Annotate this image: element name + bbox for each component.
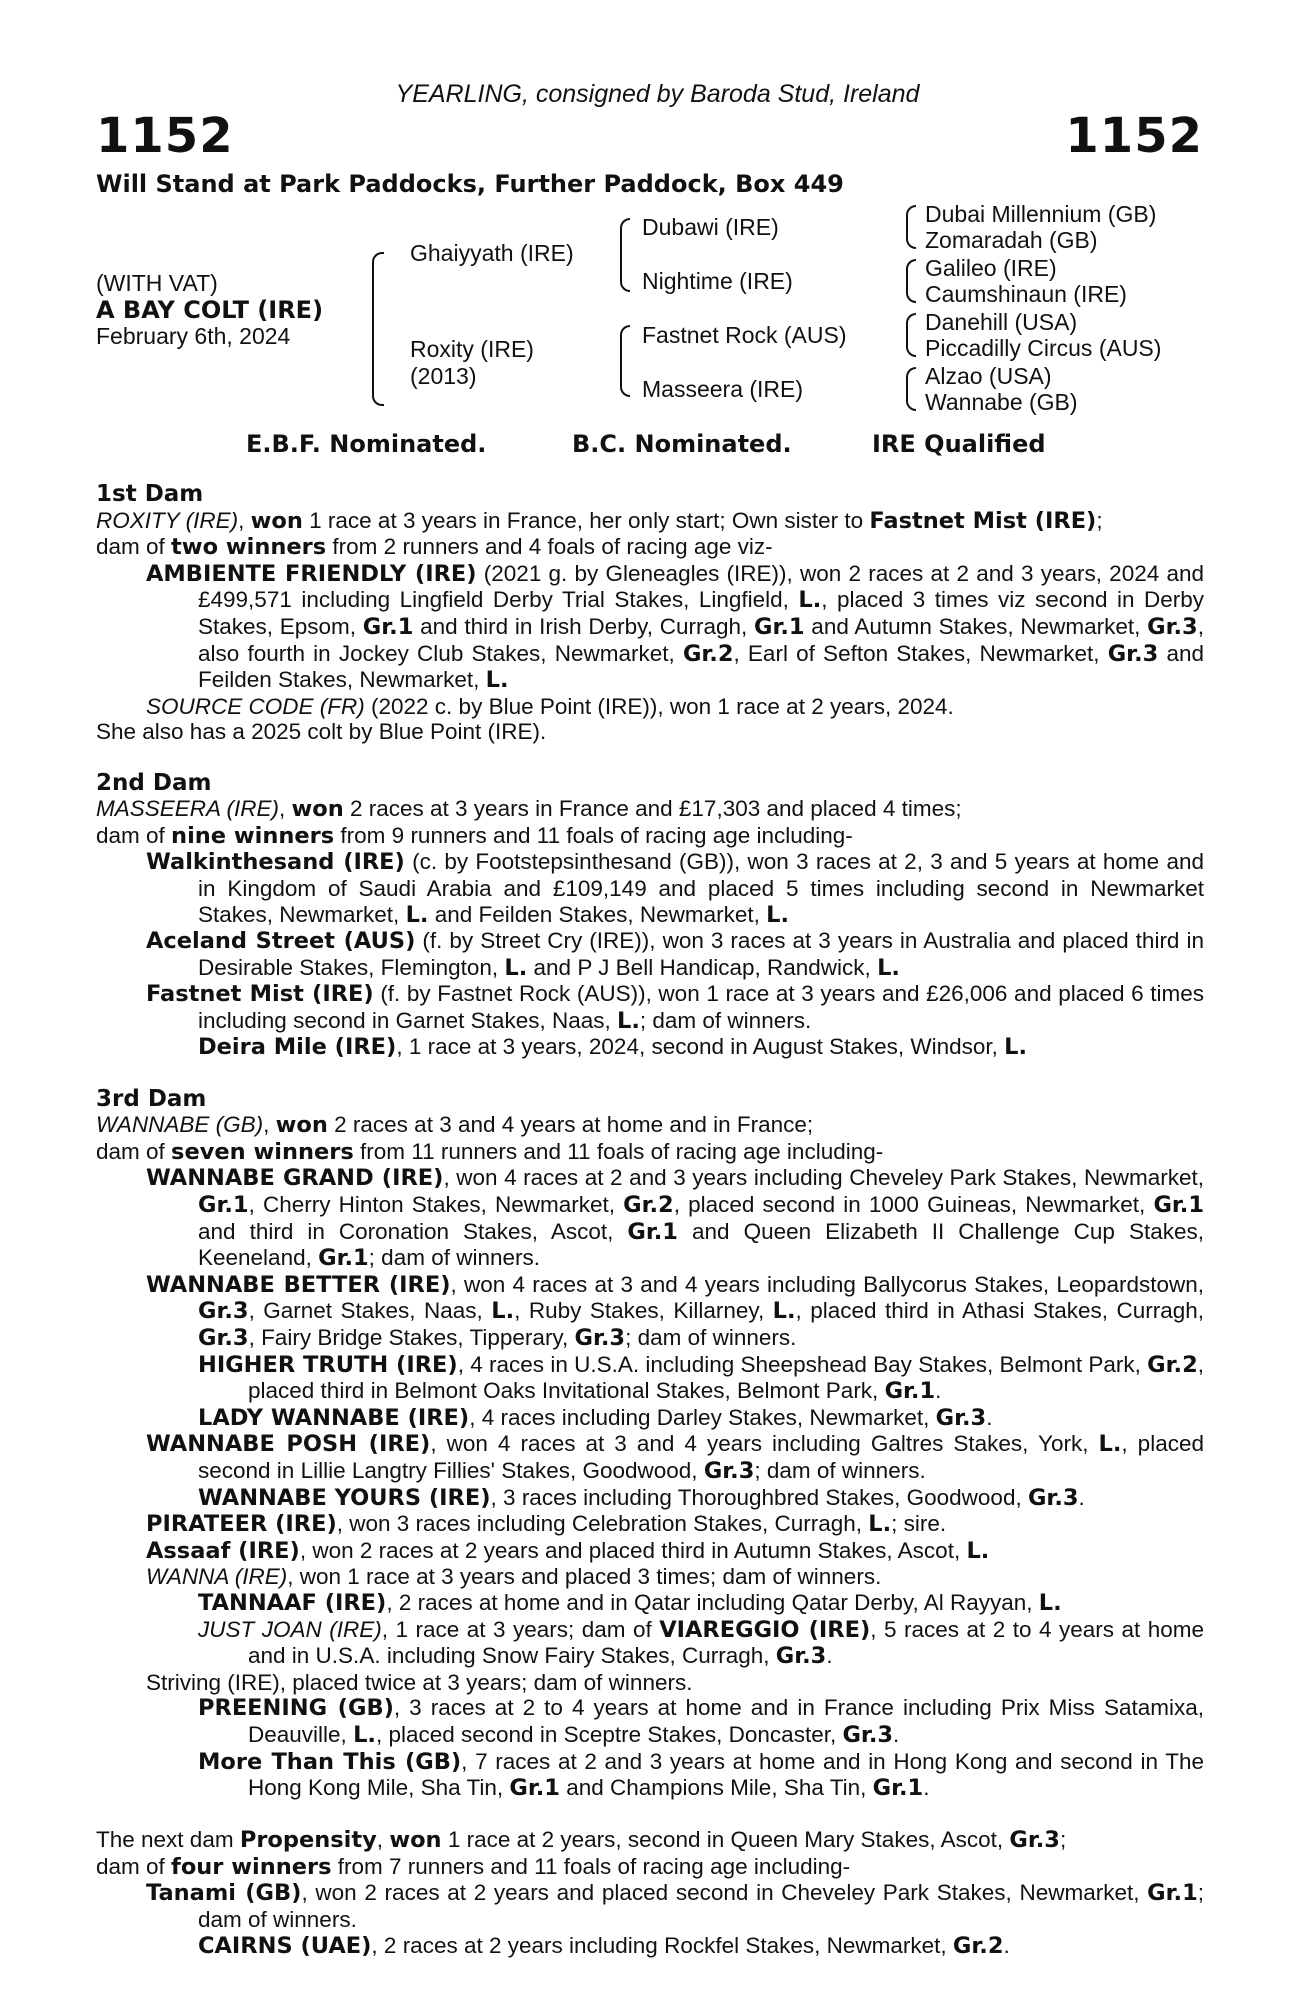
ebf-nomination: E.B.F. Nominated. <box>246 430 487 458</box>
ped-ssd: Zomaradah (GB) <box>925 227 1098 253</box>
third-dam-produce-summary: dam of seven winners from 11 runners and 11 foals of racing age including- <box>96 1138 884 1165</box>
dam-note: She also has a 2025 colt by Blue Point (IRE). <box>96 719 547 745</box>
dam-name: Roxity (IRE) <box>410 336 534 362</box>
grand-progeny-entry: More Than This (GB), 7 races at 2 and 3 years at home and in Hong Kong and second in The Hong Kong Mile, Sha Tin, Gr.1 and Champions Mile, Sha Tin, Gr.1. <box>198 1748 1204 1802</box>
first-dam-heading: 1st Dam <box>96 481 204 507</box>
progeny-entry: AMBIENTE FRIENDLY (IRE) (2021 g. by Gleneagles (IRE)), won 2 races at 2 and 3 years, 2024 and £499,571 including Lingfield Derby Trial Stakes, Lingfield, L., placed 3 times viz second in Derby Stakes, Epsom, Gr.1 and third in Irish Derby, Curragh, Gr.1 and Autumn Stakes, Newmarket, Gr.3, also fourth in Jockey Club Stakes, Newmarket, Gr.2, Earl of Sefton Stakes, Newmarket, Gr.3 and Feilden Stakes, Newmarket, L. <box>146 560 1205 694</box>
ire-qualified: IRE Qualified <box>872 430 1046 458</box>
horse-brace <box>372 252 384 406</box>
grand-progeny-entry: JUST JOAN (IRE), 1 race at 3 years; dam of VIAREGGIO (IRE), 5 races at 2 to 4 years at home and in U.S.A. including Snow Fairy Stakes, Curragh, Gr.3. <box>198 1616 1204 1670</box>
sale-subtitle: YEARLING, consigned by Baroda Stud, Ireland <box>395 80 920 108</box>
progeny-entry: WANNA (IRE), won 1 race at 3 years and placed 3 times; dam of winners. <box>146 1564 882 1590</box>
progeny-entry: WANNABE POSH (IRE), won 4 races at 3 and 4 years including Galtres Stakes, York, L., placed second in Lillie Langtry Fillies' Stakes, Goodwood, Gr.3; dam of winners. <box>146 1431 1204 1484</box>
ped-sdd: Caumshinaun (IRE) <box>925 281 1127 307</box>
ped-sss: Dubai Millennium (GB) <box>925 201 1157 227</box>
progeny-entry: WANNABE BETTER (IRE), won 4 races at 3 and 4 years including Ballycorus Stakes, Leopardstown, Gr.3, Garnet Stakes, Naas, L., Ruby Stakes, Killarney, L., placed third in Athasi Stakes, Curragh, Gr.3, Fairy Bridge Stakes, Tipperary, Gr.3; dam of winners. <box>146 1271 1204 1351</box>
lot-number-left: 1152 <box>96 108 234 164</box>
g2-brace-2 <box>906 259 916 303</box>
bc-nomination: B.C. Nominated. <box>572 430 792 458</box>
grand-progeny-entry: LADY WANNABE (IRE), 4 races including Darley Stakes, Newmarket, Gr.3. <box>198 1404 993 1431</box>
g2-brace-3 <box>906 313 916 357</box>
grand-progeny-entry: TANNAAF (IRE), 2 races at home and in Qatar including Qatar Derby, Al Rayyan, L. <box>198 1589 1062 1616</box>
lot-number-right: 1152 <box>1065 108 1203 164</box>
third-dam-heading: 3rd Dam <box>96 1085 207 1112</box>
dam-dam: Masseera (IRE) <box>642 376 804 402</box>
horse-name: A BAY COLT (IRE) <box>96 296 324 324</box>
vat-note: (WITH VAT) <box>96 270 218 296</box>
g2-brace-4 <box>906 367 916 411</box>
grand-progeny-entry: PREENING (GB), 3 races at 2 to 4 years at home and in France including Prix Miss Satamixa, Deauville, L., placed second in Sceptre Stakes, Doncaster, Gr.3. <box>198 1695 1204 1748</box>
ped-dds: Alzao (USA) <box>925 363 1052 389</box>
stand-location: Will Stand at Park Paddocks, Further Paddock, Box 449 <box>96 170 844 198</box>
dam-year: (2013) <box>410 363 477 389</box>
ped-dsd: Piccadilly Circus (AUS) <box>925 335 1162 361</box>
first-dam-line: ROXITY (IRE), won 1 race at 3 years in France, her only start; Own sister to Fastnet Mist (IRE); <box>96 507 1103 534</box>
progeny-entry: Tanami (GB), won 2 races at 2 years and placed second in Cheveley Park Stakes, Newmarket, Gr.1; dam of winners. <box>146 1880 1204 1933</box>
grand-progeny-entry: HIGHER TRUTH (IRE), 4 races in U.S.A. including Sheepshead Bay Stakes, Belmont Park, Gr.2, placed third in Belmont Oaks Invitational Stakes, Belmont Park, Gr.1. <box>198 1351 1204 1405</box>
sire-sire: Dubawi (IRE) <box>642 214 779 240</box>
grand-progeny-entry: Deira Mile (IRE), 1 race at 3 years, 2024, second in August Stakes, Windsor, L. <box>198 1034 1028 1061</box>
grand-progeny-entry: WANNABE YOURS (IRE), 3 races including Thoroughbred Stakes, Goodwood, Gr.3. <box>198 1484 1085 1511</box>
second-dam-heading: 2nd Dam <box>96 769 212 796</box>
progeny-entry: Aceland Street (AUS) (f. by Street Cry (IRE)), won 3 races at 3 years in Australia and placed third in Desirable Stakes, Flemington, L. and P J Bell Handicap, Randwick, L. <box>146 928 1204 981</box>
second-dam-line: MASSEERA (IRE), won 2 races at 3 years in France and £17,303 and placed 4 times; <box>96 796 962 823</box>
progeny-entry: PIRATEER (IRE), won 3 races including Celebration Stakes, Curragh, L.; sire. <box>146 1511 947 1538</box>
dam-sire: Fastnet Rock (AUS) <box>642 322 847 348</box>
sire-name: Ghaiyyath (IRE) <box>410 240 574 266</box>
progeny-entry: Walkinthesand (IRE) (c. by Footstepsinthesand (GB)), won 3 races at 2, 3 and 5 years at home and in Kingdom of Saudi Arabia and £109,149 and placed 5 times including second in Newmarket Stakes, Newmarket, L. and Feilden Stakes, Newmarket, L. <box>146 849 1204 928</box>
next-dam-produce-summary: dam of four winners from 7 runners and 11 foals of racing age including- <box>96 1853 851 1880</box>
ped-sds: Galileo (IRE) <box>925 255 1057 281</box>
progeny-entry: SOURCE CODE (FR) (2022 c. by Blue Point (IRE)), won 1 race at 2 years, 2024. <box>146 693 954 719</box>
catalogue-body <box>96 482 1204 1959</box>
ped-ddd: Wannabe (GB) <box>925 389 1078 415</box>
grand-progeny-entry: CAIRNS (UAE), 2 races at 2 years including Rockfel Stakes, Newmarket, Gr.2. <box>198 1932 1010 1959</box>
progeny-entry: Assaaf (IRE), won 2 races at 2 years and placed third in Autumn Stakes, Ascot, L. <box>146 1537 990 1564</box>
sire-dam: Nightime (IRE) <box>642 268 793 294</box>
g2-brace-1 <box>906 205 916 249</box>
progeny-entry: Striving (IRE), placed twice at 3 years; dam of winners. <box>146 1669 693 1695</box>
first-dam-produce-summary: dam of two winners from 2 runners and 4 foals of racing age viz- <box>96 534 773 561</box>
second-dam-produce-summary: dam of nine winners from 9 runners and 11 foals of racing age including- <box>96 822 853 849</box>
progeny-entry: WANNABE GRAND (IRE), won 4 races at 2 and 3 years including Cheveley Park Stakes, Newmarket, Gr.1, Cherry Hinton Stakes, Newmarket, Gr.2, placed second in 1000 Guineas, Newmarket, Gr.1 and third in Coronation Stakes, Ascot, Gr.1 and Queen Elizabeth II Challenge Cup Stakes, Keeneland, Gr.1; dam of winners. <box>146 1165 1205 1272</box>
ped-dss: Danehill (USA) <box>925 309 1078 335</box>
sire-brace <box>620 218 630 292</box>
dam-brace <box>620 325 630 397</box>
progeny-entry: Fastnet Mist (IRE) (f. by Fastnet Rock (AUS)), won 1 race at 3 years and £26,006 and placed 6 times including second in Garnet Stakes, Naas, L.; dam of winners. <box>146 981 1205 1034</box>
third-dam-line: WANNABE (GB), won 2 races at 3 and 4 years at home and in France; <box>96 1112 814 1139</box>
foaling-date: February 6th, 2024 <box>96 323 291 349</box>
next-dam-line: The next dam Propensity, won 1 race at 2 years, second in Queen Mary Stakes, Ascot, Gr.3; <box>96 1827 1067 1854</box>
